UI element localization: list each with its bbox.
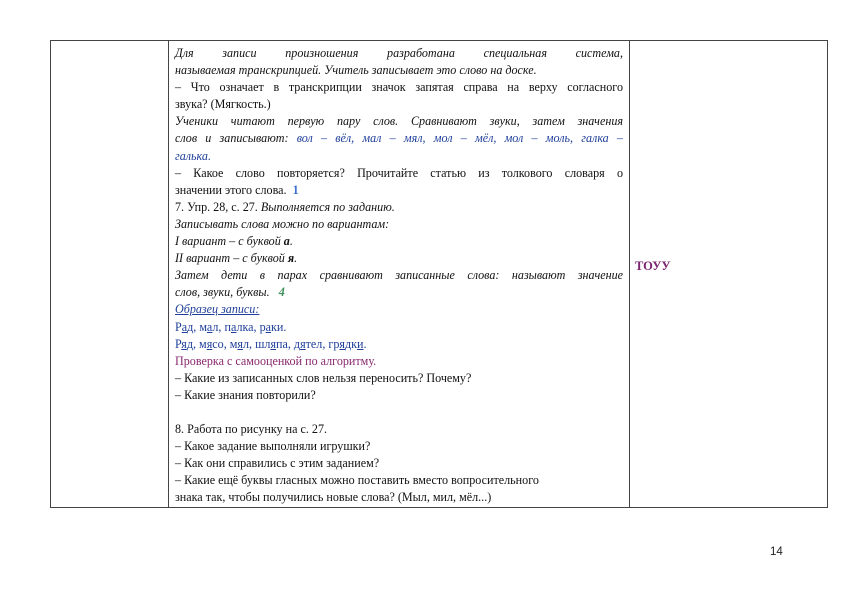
text-fragment: слов и записывают: [175, 131, 289, 146]
underlined-letter: и [357, 336, 364, 351]
text-line [175, 284, 623, 301]
text-line [175, 182, 623, 199]
text-line: – Какие знания повторили? [175, 387, 316, 402]
text-line: Для записи произношения разработана специальная система, [175, 46, 623, 60]
word-pairs: вол – вёл, мал – мял, мол – мёл, мол – моль, галка – [296, 131, 623, 146]
text-line: Записывать слова можно по вариантам: [175, 216, 390, 231]
sample-line-ya [175, 336, 623, 353]
text-line: I вариант – с буквой а. [175, 234, 293, 249]
text-line: знака так, чтобы получились новые слова? (Мыл, мил, мёл...) [175, 490, 492, 505]
letter-a: а [283, 234, 290, 249]
text-fragment: шл [255, 336, 271, 351]
text-fragment: дк [344, 336, 358, 351]
step-number: 4 [278, 285, 285, 300]
text-fragment: д [293, 336, 301, 351]
underlined-letter: я [270, 336, 277, 351]
underlined-letter: я [300, 336, 306, 351]
text-fragment: м [229, 336, 238, 351]
lesson-content-cell [169, 41, 630, 508]
table-row [51, 41, 828, 508]
text-fragment: со, [212, 336, 230, 351]
text-fragment: р [259, 319, 266, 334]
text-line: галька. [175, 148, 211, 163]
underlined-letter: я [181, 336, 187, 351]
text-line: Проверка с самооценкой по алгоритму. [175, 353, 377, 368]
text-line [175, 199, 623, 216]
text-fragment: значении этого слова. [175, 182, 287, 197]
blank-line [175, 404, 623, 421]
text-line: – Как они справились с этим заданием? [175, 456, 380, 471]
lesson-table [50, 40, 828, 508]
text-line: называемая транскрипцией. Учитель записывает это слово на доске. [175, 63, 537, 78]
text-fragment: лка, [236, 319, 260, 334]
lesson-text [169, 41, 629, 506]
text-fragment: па, [276, 336, 294, 351]
left-empty-cell [51, 41, 169, 508]
text-fragment: Р [175, 336, 182, 351]
text-fragment: м [199, 319, 207, 334]
uud-cell [630, 41, 828, 508]
text-line: – Что означает в транскрипции значок запятая справа на верху согласного [175, 80, 623, 95]
text-line: – Какие из записанных слов нельзя переносить? Почему? [175, 370, 472, 385]
underlined-letter: а [206, 319, 213, 334]
text-fragment: гр [328, 336, 340, 351]
text-line: II вариант – с буквой я. [175, 251, 298, 266]
letter-ya: я [287, 251, 295, 266]
underlined-letter: я [206, 336, 213, 351]
text-fragment: м [199, 336, 207, 351]
text-fragment: тел, [305, 336, 329, 351]
text-fragment: п [224, 319, 231, 334]
text-line: 8. Работа по рисунку на с. 27. [175, 421, 328, 436]
text-line: Затем дети в парах сравнивают записанные слова: называют значение [175, 268, 623, 283]
sample-line-a [175, 319, 623, 336]
underlined-letter: я [237, 336, 243, 351]
text-fragment: ки. [271, 319, 287, 334]
uud-label: ТОУУ [635, 258, 671, 273]
underlined-letter: а [181, 319, 188, 334]
text-fragment: д, [187, 319, 200, 334]
text-fragment: Выполняется по заданию. [260, 199, 395, 214]
text-fragment: 7. Упр. 28, с. 27. [175, 199, 258, 214]
text-fragment: л, [212, 319, 225, 334]
text-line: – Какое задание выполняли игрушки? [175, 439, 371, 454]
text-fragment: д, [186, 336, 200, 351]
step-number: 1 [292, 182, 299, 197]
text-line [175, 130, 623, 147]
page-number: 14 [770, 546, 783, 558]
text-fragment: II вариант – с буквой [175, 251, 285, 266]
text-fragment: слов, звуки, буквы. [175, 285, 270, 300]
text-line: – Какое слово повторяется? Прочитайте статью из толкового словаря о [175, 165, 623, 180]
text-fragment: I вариант – с буквой [175, 234, 281, 249]
text-line: – Какие ещё буквы гласных можно поставить вместо вопросительного [175, 473, 539, 488]
text-fragment: . [363, 336, 367, 351]
text-line: звука? (Мягкость.) [175, 97, 271, 112]
text-line: Образец записи: [175, 302, 260, 317]
underlined-letter: а [230, 319, 237, 334]
underlined-letter: а [265, 319, 272, 334]
text-fragment: л, [242, 336, 256, 351]
text-line: Ученики читают первую пару слов. Сравнивают звуки, затем значения [175, 114, 623, 129]
underlined-letter: я [339, 336, 345, 351]
text-fragment: Р [175, 319, 182, 334]
